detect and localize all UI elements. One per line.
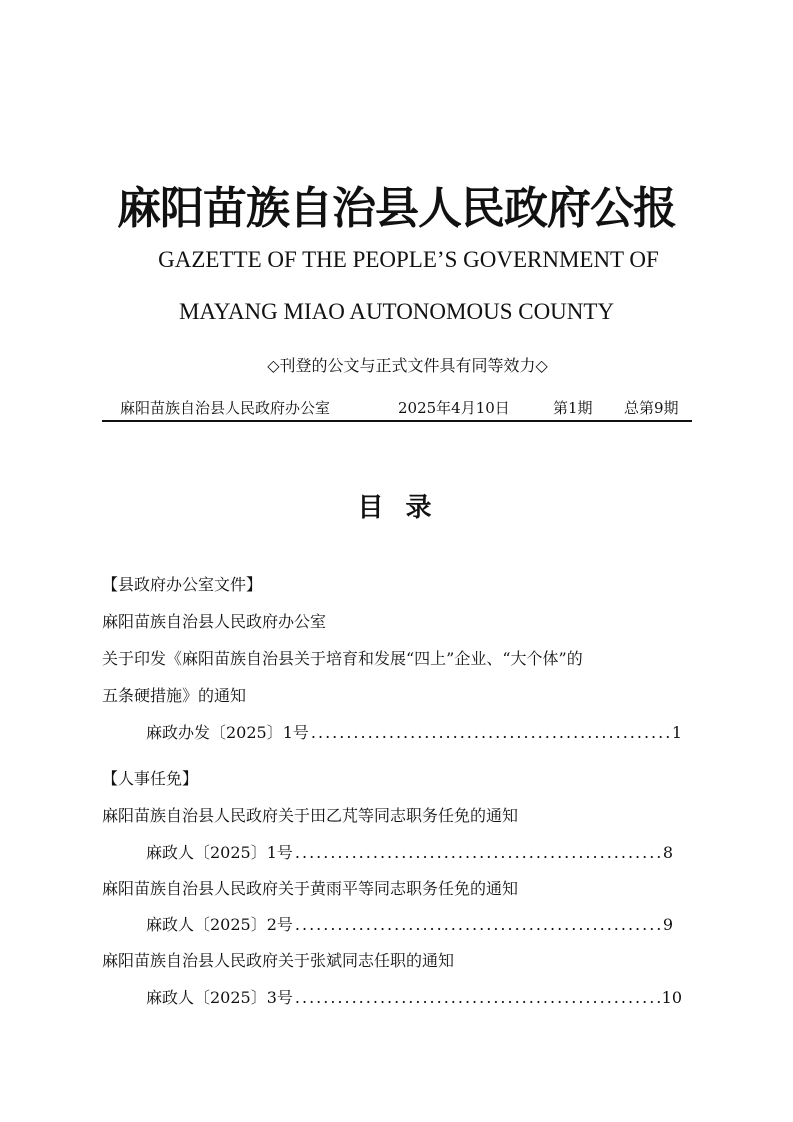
doc-number: 麻政人〔2025〕3号 (146, 988, 293, 1007)
page-number: 10 (661, 988, 682, 1007)
leader-dots (295, 988, 660, 1007)
doc-number: 麻政人〔2025〕1号 (146, 843, 293, 862)
english-title-line-1: GAZETTE OF THE PEOPLE’S GOVERNMENT OF (158, 247, 659, 272)
page-number: 8 (662, 843, 673, 862)
toc-entry[interactable] (146, 912, 673, 935)
toc-item-title: 五条硬措施》的通知 (102, 686, 247, 705)
toc-item-title: 麻阳苗族自治县人民政府关于张斌同志任职的通知 (102, 951, 455, 970)
section-heading: 【人事任免】 (102, 769, 199, 788)
toc-item-title: 麻阳苗族自治县人民政府办公室 (102, 612, 327, 631)
toc-entry[interactable] (146, 985, 682, 1008)
issue-date: 2025年4月10日 (398, 399, 510, 417)
validity-notice: ◇刊登的公文与正式文件具有同等效力◇ (267, 356, 548, 375)
leader-dots (311, 723, 670, 742)
toc-item-title: 关于印发《麻阳苗族自治县关于培育和发展“四上”企业、“大个体”的 (102, 649, 583, 668)
header-divider (102, 420, 692, 422)
doc-number: 麻政办发〔2025〕1号 (146, 723, 309, 742)
toc-title: 目录 (357, 493, 454, 523)
total-issue-number: 总第9期 (624, 399, 679, 417)
gazette-title: 麻阳苗族自治县人民政府公报 (117, 183, 676, 234)
section-heading: 【县政府办公室文件】 (102, 575, 263, 594)
english-title-line-2: MAYANG MIAO AUTONOMOUS COUNTY (178, 299, 615, 324)
leader-dots (295, 843, 661, 862)
toc-item-title: 麻阳苗族自治县人民政府关于黄雨平等同志职务任免的通知 (102, 879, 519, 898)
page-number: 9 (662, 915, 673, 934)
toc-entry[interactable] (146, 840, 673, 863)
issue-number: 第1期 (553, 399, 593, 417)
leader-dots (295, 915, 661, 934)
publisher: 麻阳苗族自治县人民政府办公室 (120, 399, 331, 417)
page-number: 1 (671, 723, 682, 742)
toc-entry[interactable] (146, 720, 682, 743)
doc-number: 麻政人〔2025〕2号 (146, 915, 293, 934)
toc-item-title: 麻阳苗族自治县人民政府关于田乙芃等同志职务任免的通知 (102, 806, 519, 825)
